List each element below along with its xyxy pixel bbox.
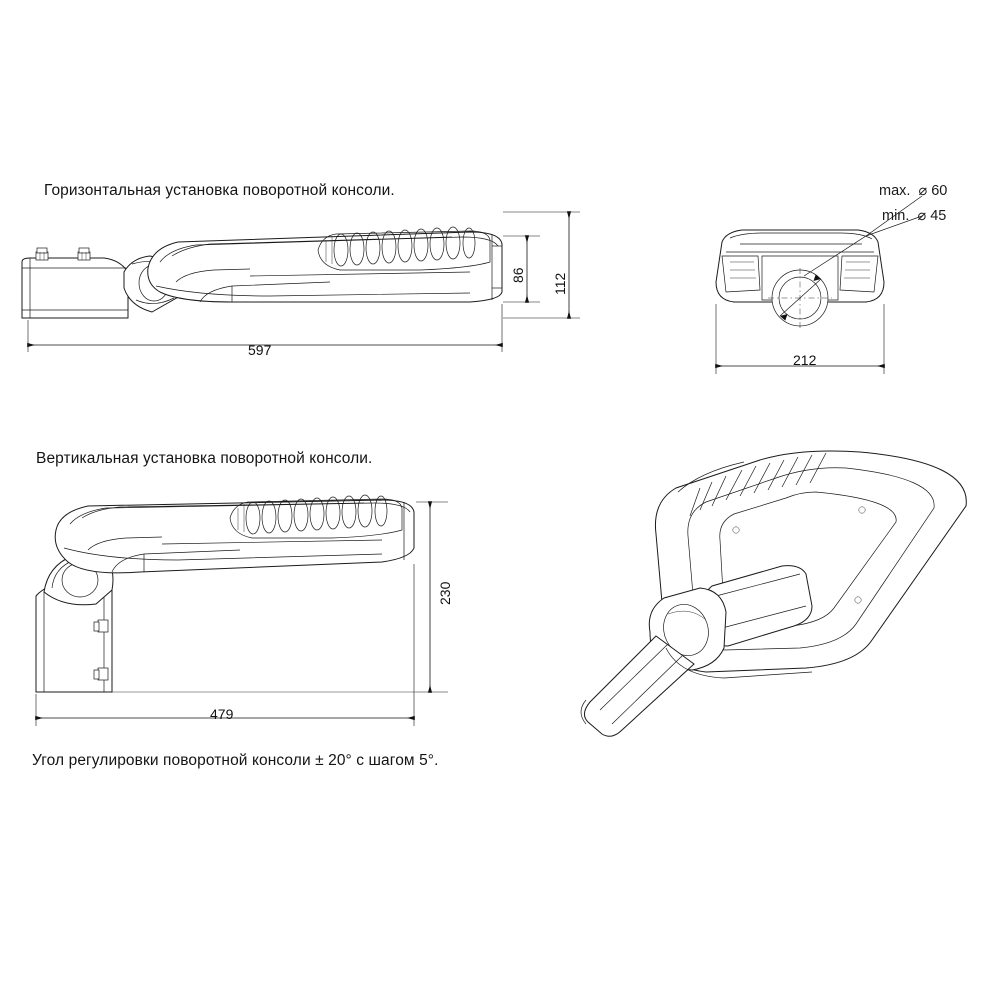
mount-min-value: 45: [930, 208, 947, 224]
view-side-vertical: [36, 495, 448, 726]
dimension-height-112: 112: [552, 272, 568, 295]
view-isometric: [581, 451, 966, 736]
caption-adjustment-angle: Угол регулировки поворотной консоли ± 20° с шагом 5°.: [32, 752, 439, 769]
mount-max-value: 60: [931, 183, 948, 199]
dimension-height-86: 86: [510, 267, 526, 283]
dimension-width-212: 212: [793, 352, 817, 368]
dimension-length-597: 597: [248, 342, 272, 358]
dimension-height-230: 230: [437, 581, 453, 605]
pole-bracket-horizontal: [22, 248, 128, 318]
dimension-length-479: 479: [210, 706, 234, 722]
diameter-symbol-max-icon: ⌀: [918, 183, 928, 199]
luminaire-housing-side: [148, 232, 502, 302]
view-front: [716, 196, 922, 374]
mount-min-text: min.: [882, 208, 910, 224]
view-side-horizontal: [22, 212, 580, 352]
mount-max-text: max.: [879, 183, 911, 199]
dimension-line-86: [503, 236, 540, 302]
diameter-symbol-min-icon: ⌀: [917, 208, 927, 224]
caption-horizontal-mount: Горизонтальная установка поворотной консоли.: [44, 182, 395, 199]
caption-vertical-mount: Вертикальная установка поворотной консоли.: [36, 450, 373, 467]
